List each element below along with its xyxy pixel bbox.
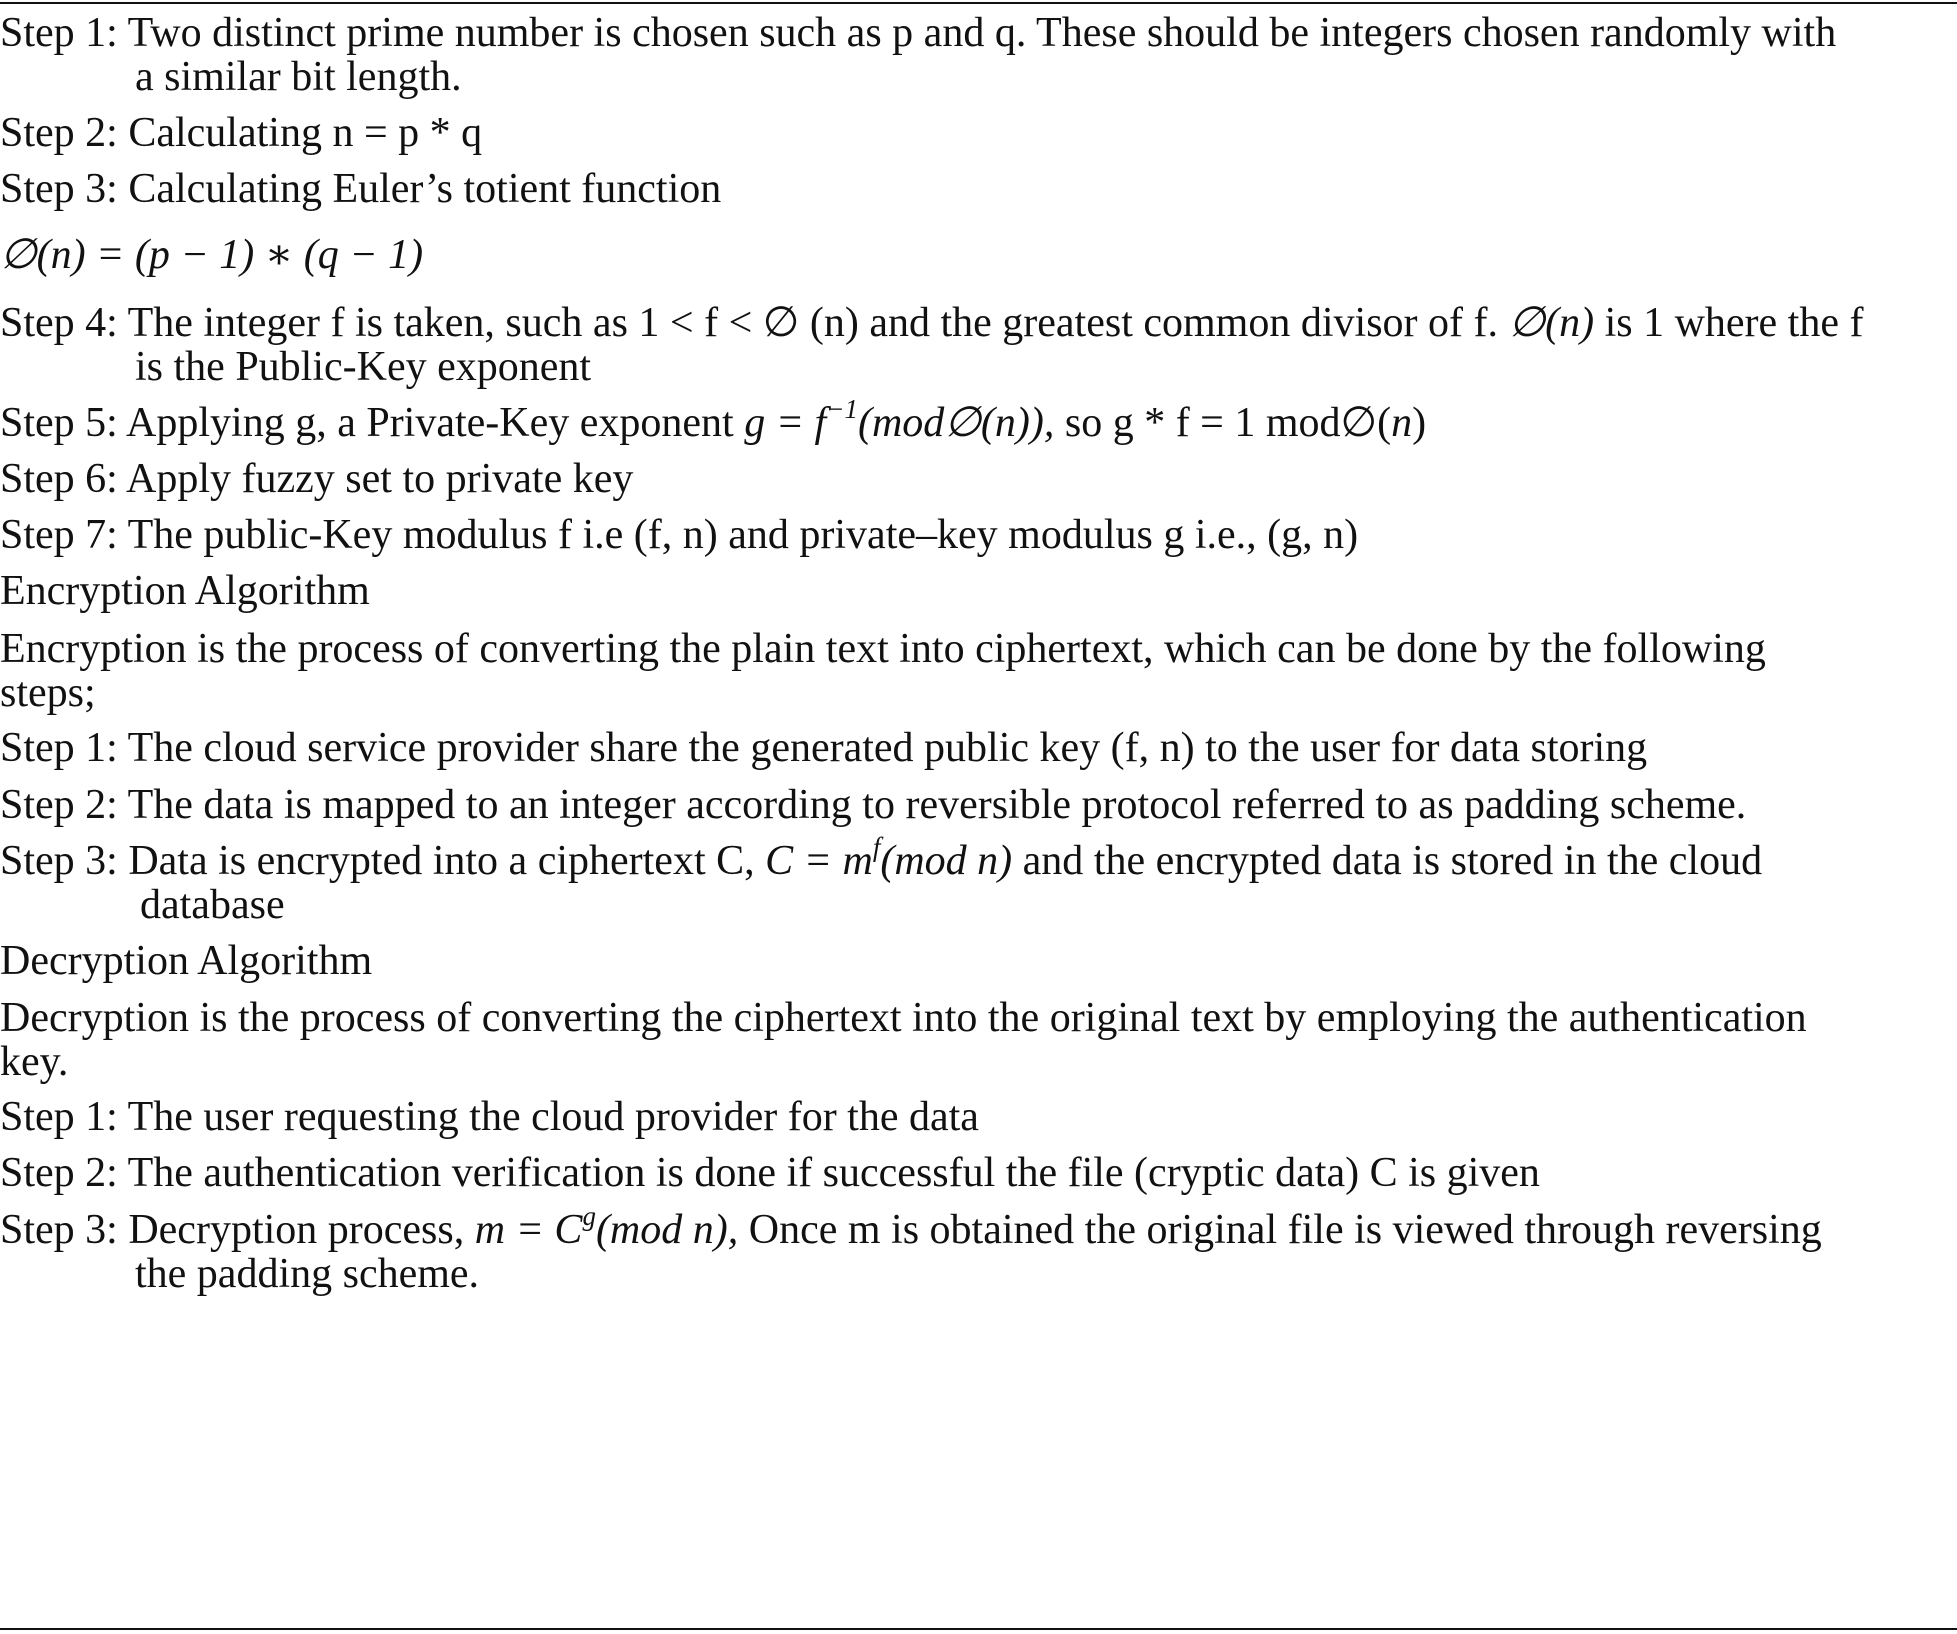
step5-math-exponent: −1 bbox=[826, 394, 858, 424]
bottom-rule bbox=[0, 1628, 1957, 1630]
encryption-desc-line2: steps; bbox=[0, 670, 96, 716]
decryption-step1: Step 1: The user requesting the cloud provider for the data bbox=[0, 1094, 979, 1140]
step4-text-pre: Step 4: The integer f is taken, such as 1 < f < ∅ (n) and the greatest common divisor of f. bbox=[0, 300, 1498, 346]
keygen-step7: Step 7: The public-Key modulus f i.e (f, n) and private–key modulus g i.e., (g, n) bbox=[0, 512, 1359, 558]
step5-text-mid: so g * f = 1 mod∅( bbox=[1064, 400, 1392, 446]
enc-step3-text-pre: Step 3: Data is encrypted into a ciphertext C, bbox=[0, 838, 755, 884]
decryption-desc-line2: key. bbox=[0, 1039, 69, 1085]
dec-step3-text-post: Once m is obtained the original file is viewed through reversing bbox=[748, 1207, 1822, 1253]
dec-math-exponent: g bbox=[582, 1201, 596, 1231]
step4-text-post: is 1 where the f bbox=[1604, 300, 1864, 346]
keygen-step5 bbox=[0, 396, 1957, 450]
decryption-step2: Step 2: The authentication verification is done if successful the file (cryptic data) C is given bbox=[0, 1150, 1540, 1196]
encryption-step2: Step 2: The data is mapped to an integer according to reversible protocol referred to as padding scheme. bbox=[0, 782, 1747, 828]
decryption-desc-line1: Decryption is the process of converting the ciphertext into the original text by employing the authentication bbox=[0, 995, 1807, 1041]
keygen-step6: Step 6: Apply fuzzy set to private key bbox=[0, 456, 634, 502]
top-rule bbox=[0, 2, 1957, 4]
enc-math-base: C = m bbox=[765, 838, 873, 884]
step5-text-pre: Step 5: Applying g, a Private-Key exponent bbox=[0, 400, 734, 446]
encryption-step1: Step 1: The cloud service provider share the generated public key (f, n) to the user for data storing bbox=[0, 725, 1648, 771]
enc-step3-text-post: and the encrypted data is stored in the cloud bbox=[1022, 838, 1763, 884]
encryption-step3-line2: database bbox=[140, 882, 285, 928]
enc-math-tail: (mod n) bbox=[880, 838, 1013, 884]
encryption-heading: Encryption Algorithm bbox=[0, 568, 370, 614]
step5-math-n: n bbox=[1391, 400, 1413, 446]
keygen-step1-line2: a similar bit length. bbox=[135, 54, 462, 100]
totient-formula: ∅(n) = (p − 1) ∗ (q − 1) bbox=[0, 232, 424, 278]
keygen-step4-line2: is the Public-Key exponent bbox=[135, 344, 592, 390]
step5-math-base: g = f bbox=[744, 400, 827, 446]
keygen-step1-line1: Step 1: Two distinct prime number is chosen such as p and q. These should be integers chosen randomly with bbox=[0, 10, 1837, 56]
step5-math-tail: (mod∅(n)), bbox=[857, 400, 1055, 446]
dec-step3-text-pre: Step 3: Decryption process, bbox=[0, 1207, 465, 1253]
encryption-desc-line1: Encryption is the process of converting the plain text into ciphertext, which can be done by the following bbox=[0, 626, 1766, 672]
step5-math-inverse bbox=[744, 394, 1055, 446]
keygen-step3: Step 3: Calculating Euler’s totient function bbox=[0, 166, 722, 212]
dec-math-tail: (mod n), bbox=[595, 1207, 739, 1253]
dec-math-base: m = C bbox=[474, 1207, 583, 1253]
step4-math-totient: ∅(n) bbox=[1508, 300, 1595, 346]
decryption-step3-line2: the padding scheme. bbox=[135, 1251, 480, 1297]
decryption-heading: Decryption Algorithm bbox=[0, 938, 373, 984]
keygen-step2: Step 2: Calculating n = p * q bbox=[0, 110, 483, 156]
step5-text-close: ) bbox=[1412, 400, 1427, 446]
enc-math-exponent: f bbox=[872, 832, 881, 862]
